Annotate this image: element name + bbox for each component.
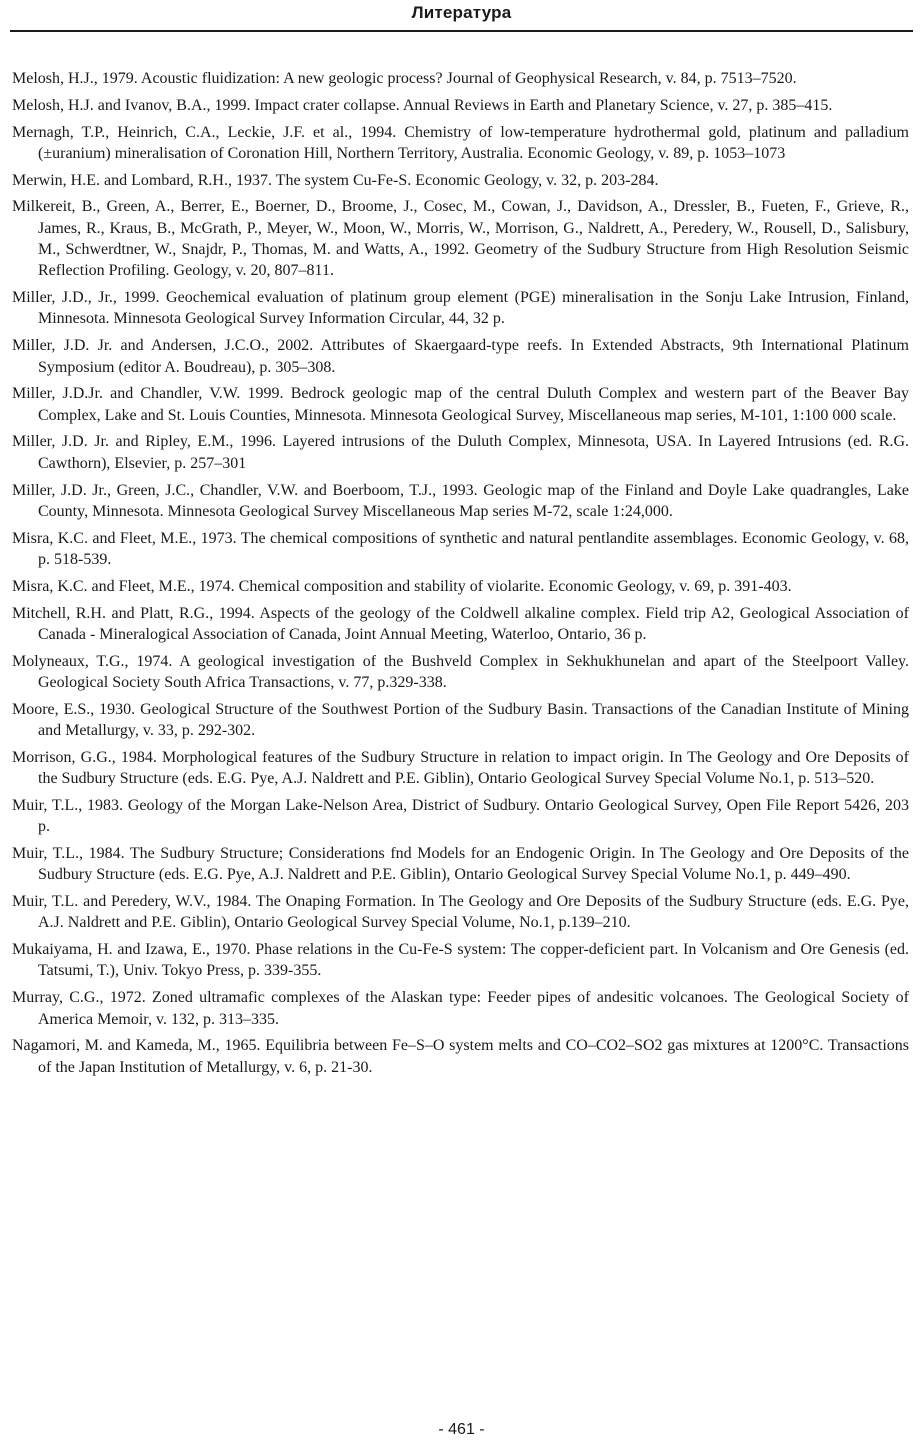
reference-item: Misra, K.C. and Fleet, M.E., 1974. Chemical composition and stability of violarite. Economic Geology, v. 69, p. 391-403. [12, 577, 792, 595]
reference-item: Miller, J.D., Jr., 1999. Geochemical evaluation of platinum group element (PGE) mineralisation in the Sonju Lake Intrusion, Finland, Minnesota. Minnesota Geological Survey Information Circular, 44, 32 p. [12, 289, 909, 328]
reference-item: Miller, J.D. Jr. and Ripley, E.M., 1996. Layered intrusions of the Duluth Complex, Minnesota, USA. In Layered Intrusions (ed. R.G. Cawthorn), Elsevier, p. 257–301 [12, 433, 909, 472]
reference-item: Miller, J.D.Jr. and Chandler, V.W. 1999. Bedrock geologic map of the central Duluth Complex and western part of the Beaver Bay Complex, Lake and St. Louis Counties, Minnesota. Minnesota Geological Survey, Miscellaneous map series, M-101, 1:100 000 scale. [12, 385, 909, 424]
reference-item: Molyneaux, T.G., 1974. A geological investigation of the Bushveld Complex in Sekhukhunelan and apart of the Steelpoort Valley. Geological Society South Africa Transactions, v. 77, p.329-338. [12, 652, 909, 691]
reference-item: Morrison, G.G., 1984. Morphological features of the Sudbury Structure in relation to impact origin. In The Geology and Ore Deposits of the Sudbury Structure (eds. E.G. Pye, A.J. Naldrett and P.E. Giblin), Ontario Geological Survey Special Volume No.1, p. 513–520. [12, 748, 909, 788]
reference-item: Nagamori, M. and Kameda, M., 1965. Equilibria between Fe–S–O system melts and CO–CO2–SO2 gas mixtures at 1200°C. Transactions of the Japan Institution of Metallurgy, v. 6, p. 21-30. [12, 1037, 909, 1076]
page-header [10, 0, 913, 32]
reference-item: Milkereit, B., Green, A., Berrer, E., Boerner, D., Broome, J., Cosec, M., Cowan, J., Davidson, A., Dressler, B., Fueten, F., Grieve, R., James, R., Kraus, B., McGrath, P., Meyer, W., Moon, W., Morris, W., Morrison, G., Naldrett, A., Peredery, W., Rousell, D., Salisbury, M., Schwerdtner, W., Snajdr, P., Thomas, M. and Watts, A., 1992. Geometry of the Sudbury Structure from High Resolution Seismic Reflection Profiling. Geology, v. 20, 807–811. [12, 198, 909, 280]
reference-item: Melosh, H.J. and Ivanov, B.A., 1999. Impact crater collapse. Annual Reviews in Earth and Planetary Science, v. 27, p. 385–415. [12, 96, 833, 114]
reference-item: Muir, T.L. and Peredery, W.V., 1984. The Onaping Formation. In The Geology and Ore Deposits of the Sudbury Structure (eds. E.G. Pye, A.J. Naldrett and P.E. Giblin), Ontario Geological Survey Special Volume, No.1, p.139–210. [12, 893, 909, 932]
reference-item: Mukaiyama, H. and Izawa, E., 1970. Phase relations in the Cu-Fe-S system: The copper-deficient part. In Volcanism and Ore Genesis (ed. Tatsumi, T.), Univ. Tokyo Press, p. 339-355. [12, 941, 909, 980]
reference-item: Mitchell, R.H. and Platt, R.G., 1994. Aspects of the geology of the Coldwell alkaline complex. Field trip A2, Geological Association of Canada - Mineralogical Association of Canada, Joint Annual Meeting, Waterloo, Ontario, 36 p. [12, 604, 909, 643]
reference-item: Melosh, H.J., 1979. Acoustic fluidization: A new geologic process? Journal of Geophysical Research, v. 84, p. 7513–7520. [12, 70, 797, 87]
page-number: - 461 - [438, 1421, 485, 1438]
reference-item: Muir, T.L., 1984. The Sudbury Structure; Considerations fnd Models for an Endogenic Origin. In The Geology and Ore Deposits of the Sudbury Structure (eds. E.G. Pye, A.J. Naldrett and P.E. Giblin), Ontario Geological Survey Special Volume No.1, p. 449–490. [12, 845, 909, 884]
reference-list [12, 68, 909, 1083]
reference-item: Merwin, H.E. and Lombard, R.H., 1937. The system Cu-Fe-S. Economic Geology, v. 32, p. 203-284. [12, 171, 659, 189]
reference-item: Murray, C.G., 1972. Zoned ultramafic complexes of the Alaskan type: Feeder pipes of andesitic volcanoes. The Geological Society of America Memoir, v. 132, p. 313–335. [12, 989, 909, 1028]
reference-item: Mernagh, T.P., Heinrich, C.A., Leckie, J.F. et al., 1994. Chemistry of low-temperature hydrothermal gold, platinum and palladium (±uranium) mineralisation of Coronation Hill, Northern Territory, Australia. Economic Geology, v. 89, p. 1053–1073 [12, 123, 909, 162]
reference-item: Misra, K.C. and Fleet, M.E., 1973. The chemical compositions of synthetic and natural pentlandite assemblages. Economic Geology, v. 68, p. 518-539. [12, 529, 909, 568]
reference-item: Muir, T.L., 1983. Geology of the Morgan Lake-Nelson Area, District of Sudbury. Ontario Geological Survey, Open File Report 5426, 203 p. [12, 796, 909, 836]
page-title: Литература [411, 3, 512, 22]
reference-item: Miller, J.D. Jr. and Andersen, J.C.O., 2002. Attributes of Skaergaard-type reefs. In Extended Abstracts, 9th International Platinum Symposium (editor A. Boudreau), p. 305–308. [12, 337, 909, 376]
reference-item: Moore, E.S., 1930. Geological Structure of the Southwest Portion of the Sudbury Basin. Transactions of the Canadian Institute of Mining and Metallurgy, v. 33, p. 292-302. [12, 700, 909, 740]
reference-item: Miller, J.D. Jr., Green, J.C., Chandler, V.W. and Boerboom, T.J., 1993. Geologic map of the Finland and Doyle Lake quadrangles, Lake County, Minnesota. Minnesota Geological Survey Miscellaneous Map series M-72, scale 1:24,000. [12, 481, 909, 520]
